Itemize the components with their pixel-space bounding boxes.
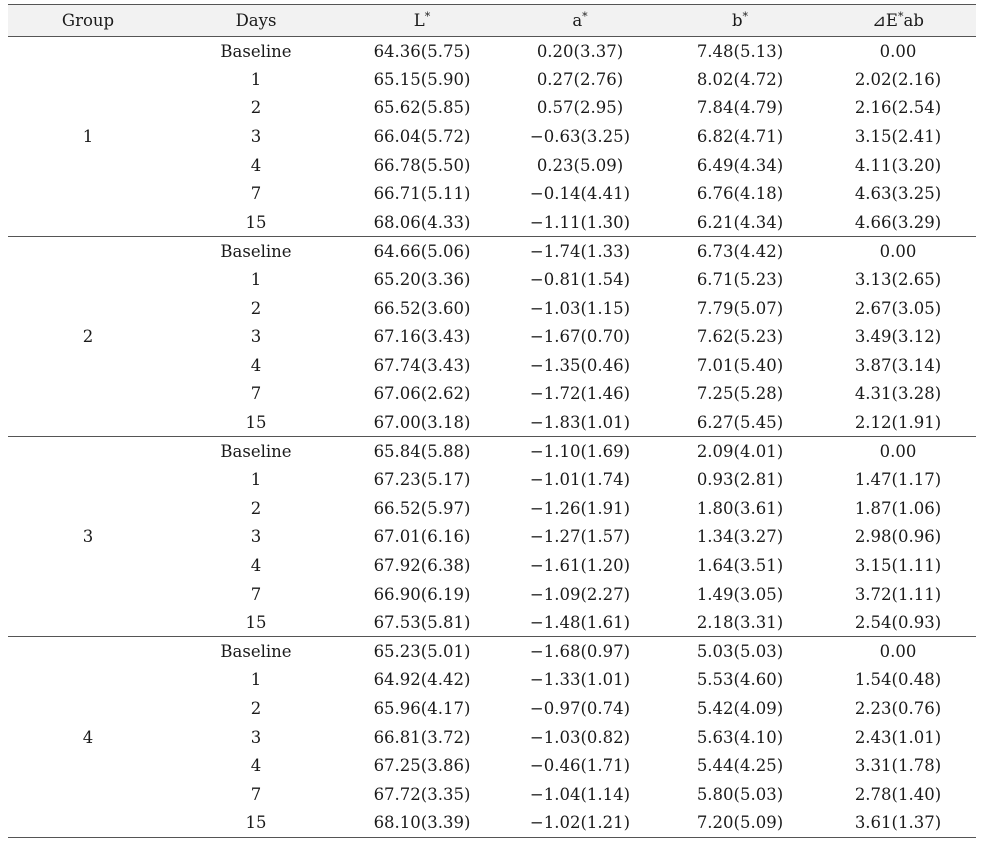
cell-days: Baseline [220, 441, 292, 461]
group-label-cell: 3 [8, 437, 168, 637]
cell-days: 3 [250, 727, 262, 747]
cell-days: Baseline [220, 41, 292, 61]
header-a-label: a [572, 11, 583, 30]
cell-a: −0.46(1.71) [529, 756, 631, 776]
group-4-block [8, 637, 976, 837]
cell-l: 67.53(5.81) [344, 608, 500, 637]
cell-a: −0.97(0.74) [529, 698, 631, 718]
cell-days: 1 [250, 670, 262, 690]
cell-days: 4 [250, 155, 262, 175]
header-b-label: b [731, 11, 743, 30]
cell-a: −1.02(1.21) [500, 809, 660, 838]
cell-l: 67.72(3.35) [373, 784, 471, 804]
cell-l: 67.23(5.17) [373, 470, 471, 490]
cell-l: 68.06(4.33) [344, 208, 500, 237]
cell-days: 15 [168, 408, 344, 437]
cell-de: 3.72(1.11) [854, 584, 942, 604]
header-group [8, 5, 168, 37]
cell-days: 2 [250, 698, 262, 718]
cell-l: 67.92(6.38) [373, 555, 471, 575]
cell-b: 7.20(5.09) [660, 809, 820, 838]
cell-b: 2.18(3.31) [660, 608, 820, 637]
cell-b: 1.34(3.27) [696, 527, 784, 547]
cell-l: 67.25(3.86) [373, 756, 471, 776]
cell-b: 5.03(5.03) [696, 642, 784, 662]
cell-de: 2.78(1.40) [854, 784, 942, 804]
cell-de: 3.15(2.41) [854, 127, 942, 147]
header-group-label: Group [61, 11, 115, 30]
header-days [168, 5, 344, 37]
cell-b: 6.71(5.23) [696, 270, 784, 290]
cell-b: 6.73(4.42) [696, 241, 784, 261]
cell-a: −1.67(0.70) [529, 327, 631, 347]
cell-l: 66.78(5.50) [373, 155, 471, 175]
cell-a: −1.03(0.82) [529, 727, 631, 747]
table-row [8, 237, 976, 266]
table-header [8, 5, 976, 37]
cell-days: 2 [250, 298, 262, 318]
header-delta-e-suffix: ab [903, 11, 924, 30]
cell-days: 7 [250, 584, 262, 604]
cell-de: 2.54(0.93) [820, 608, 976, 637]
cell-days: 2 [250, 498, 262, 518]
cell-days: 1 [250, 470, 262, 490]
cell-b: 7.79(5.07) [696, 298, 784, 318]
cell-de: 1.54(0.48) [854, 670, 942, 690]
cell-a: −1.48(1.61) [500, 608, 660, 637]
cell-de: 2.02(2.16) [854, 69, 942, 89]
group-3-block [8, 437, 976, 637]
cell-de: 0.00 [879, 41, 917, 61]
cell-b: 1.64(3.51) [696, 555, 784, 575]
cell-a: −1.72(1.46) [529, 384, 631, 404]
cell-de: 1.47(1.17) [854, 470, 942, 490]
cell-l: 65.15(5.90) [373, 69, 471, 89]
cell-a: −0.14(4.41) [529, 184, 631, 204]
cell-days: 15 [168, 208, 344, 237]
cell-b: 7.01(5.40) [696, 355, 784, 375]
cell-de: 2.43(1.01) [854, 727, 942, 747]
cell-l: 66.81(3.72) [373, 727, 471, 747]
header-l-star [344, 5, 500, 37]
cell-b: 6.76(4.18) [696, 184, 784, 204]
cell-b: 7.62(5.23) [696, 327, 784, 347]
cell-de: 0.00 [879, 441, 917, 461]
group-label-cell: 1 [8, 37, 168, 237]
cell-a: −1.35(0.46) [529, 355, 631, 375]
table-row [8, 637, 976, 666]
cell-days: 4 [250, 355, 262, 375]
cell-de: 3.31(1.78) [854, 756, 942, 776]
cell-a: −1.01(1.74) [529, 470, 631, 490]
cell-a: −1.27(1.57) [529, 527, 631, 547]
cell-days: Baseline [220, 642, 292, 662]
cell-a: −1.26(1.91) [529, 498, 631, 518]
cell-de: 0.00 [879, 241, 917, 261]
cell-l: 65.23(5.01) [373, 642, 471, 662]
group-2-block [8, 237, 976, 437]
cell-b: 2.09(4.01) [696, 441, 784, 461]
header-delta-e [820, 5, 976, 37]
cell-days: 3 [250, 127, 262, 147]
cell-days: 4 [250, 756, 262, 776]
cell-days: 15 [168, 608, 344, 637]
cell-de: 3.13(2.65) [854, 270, 942, 290]
cell-de: 0.00 [879, 642, 917, 662]
cell-a: −1.04(1.14) [529, 784, 631, 804]
cell-l: 67.00(3.18) [344, 408, 500, 437]
cell-days: 7 [250, 384, 262, 404]
cell-l: 66.52(3.60) [373, 298, 471, 318]
cell-a: −1.11(1.30) [500, 208, 660, 237]
cell-de: 4.31(3.28) [854, 384, 942, 404]
header-a-star [500, 5, 660, 37]
cell-b: 8.02(4.72) [696, 69, 784, 89]
cell-a: 0.20(3.37) [536, 41, 624, 61]
cell-days: Baseline [220, 241, 292, 261]
cell-a: 0.27(2.76) [536, 69, 624, 89]
cell-a: −1.09(2.27) [529, 584, 631, 604]
cell-de: 4.11(3.20) [854, 155, 942, 175]
cell-a: 0.57(2.95) [536, 98, 624, 118]
cell-b: 7.84(4.79) [696, 98, 784, 118]
cell-de: 2.12(1.91) [820, 408, 976, 437]
cell-l: 64.36(5.75) [373, 41, 471, 61]
color-measurement-table [8, 4, 976, 838]
cell-days: 7 [250, 784, 262, 804]
header-b-star [660, 5, 820, 37]
cell-l: 67.16(3.43) [373, 327, 471, 347]
cell-de: 3.87(3.14) [854, 355, 942, 375]
cell-b: 7.48(5.13) [696, 41, 784, 61]
group-label-cell: 2 [8, 237, 168, 437]
cell-l: 66.90(6.19) [373, 584, 471, 604]
cell-l: 65.62(5.85) [373, 98, 471, 118]
cell-b: 0.93(2.81) [696, 470, 784, 490]
cell-b: 5.44(4.25) [696, 756, 784, 776]
cell-de: 3.15(1.11) [854, 555, 942, 575]
cell-b: 5.63(4.10) [696, 727, 784, 747]
cell-days: 4 [250, 555, 262, 575]
cell-days: 3 [250, 527, 262, 547]
cell-a: −1.83(1.01) [500, 408, 660, 437]
data-table-wrapper [8, 4, 976, 838]
cell-l: 66.52(5.97) [373, 498, 471, 518]
cell-de: 4.66(3.29) [820, 208, 976, 237]
cell-de: 2.98(0.96) [854, 527, 942, 547]
cell-l: 68.10(3.39) [344, 809, 500, 838]
header-delta-e-star-mark: * [897, 10, 904, 23]
cell-a: −1.03(1.15) [529, 298, 631, 318]
cell-days: 7 [250, 184, 262, 204]
cell-a: 0.23(5.09) [536, 155, 624, 175]
cell-l: 64.92(4.42) [373, 670, 471, 690]
header-a-star-mark: * [582, 10, 588, 23]
cell-days: 1 [250, 270, 262, 290]
cell-b: 5.80(5.03) [696, 784, 784, 804]
cell-de: 3.49(3.12) [854, 327, 942, 347]
cell-days: 15 [168, 809, 344, 838]
table-row [8, 437, 976, 466]
cell-days: 2 [250, 98, 262, 118]
cell-a: −1.61(1.20) [529, 555, 631, 575]
cell-a: −1.68(0.97) [529, 642, 631, 662]
cell-l: 64.66(5.06) [373, 241, 471, 261]
cell-l: 65.84(5.88) [373, 441, 471, 461]
group-1-block [8, 37, 976, 237]
cell-a: −1.33(1.01) [529, 670, 631, 690]
cell-b: 6.27(5.45) [660, 408, 820, 437]
cell-l: 66.71(5.11) [373, 184, 471, 204]
cell-a: −0.63(3.25) [529, 127, 631, 147]
cell-a: −1.74(1.33) [529, 241, 631, 261]
header-delta-e-label: ⊿E [872, 11, 898, 30]
cell-de: 4.63(3.25) [854, 184, 942, 204]
cell-days: 1 [250, 69, 262, 89]
cell-b: 1.80(3.61) [696, 498, 784, 518]
header-b-star-mark: * [742, 10, 749, 23]
cell-a: −0.81(1.54) [529, 270, 631, 290]
cell-l: 67.01(6.16) [373, 527, 471, 547]
cell-b: 6.49(4.34) [696, 155, 784, 175]
header-l-star-mark: * [424, 10, 431, 23]
cell-l: 67.74(3.43) [373, 355, 471, 375]
header-row [8, 5, 976, 37]
cell-de: 2.67(3.05) [854, 298, 942, 318]
cell-b: 1.49(3.05) [696, 584, 784, 604]
cell-b: 5.42(4.09) [696, 698, 784, 718]
table-row [8, 37, 976, 66]
cell-b: 5.53(4.60) [696, 670, 784, 690]
cell-l: 65.96(4.17) [373, 698, 471, 718]
header-l-label: L [413, 11, 425, 30]
group-label-cell: 4 [8, 637, 168, 837]
cell-days: 3 [250, 327, 262, 347]
cell-de: 1.87(1.06) [854, 498, 942, 518]
header-days-label: Days [235, 11, 277, 30]
cell-de: 2.16(2.54) [854, 98, 942, 118]
cell-a: −1.10(1.69) [529, 441, 631, 461]
cell-l: 67.06(2.62) [373, 384, 471, 404]
cell-de: 2.23(0.76) [854, 698, 942, 718]
cell-l: 65.20(3.36) [373, 270, 471, 290]
cell-b: 7.25(5.28) [696, 384, 784, 404]
cell-l: 66.04(5.72) [373, 127, 471, 147]
cell-de: 3.61(1.37) [820, 809, 976, 838]
cell-b: 6.82(4.71) [696, 127, 784, 147]
cell-b: 6.21(4.34) [660, 208, 820, 237]
